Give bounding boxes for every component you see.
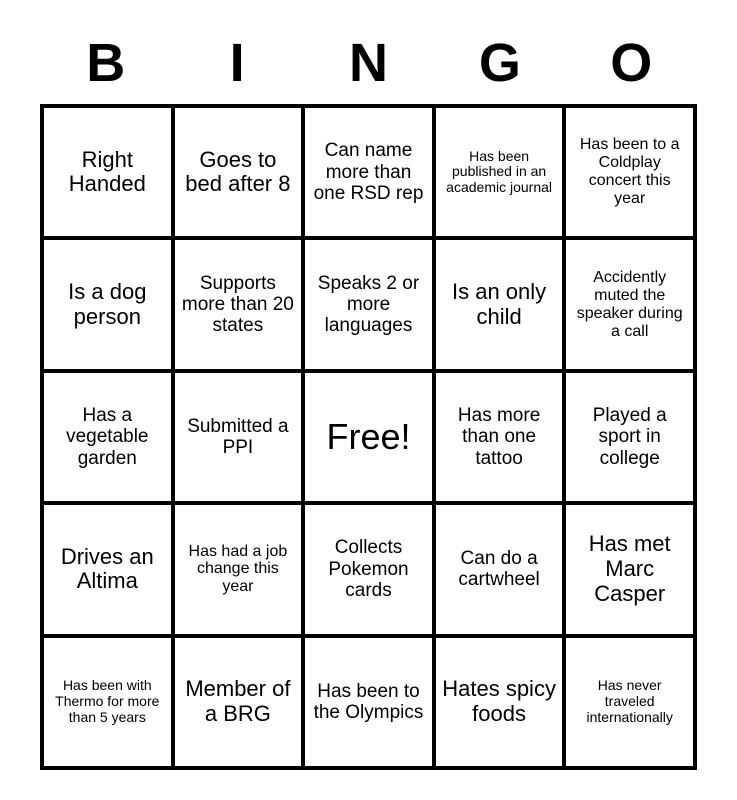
- bingo-cell[interactable]: [175, 638, 306, 770]
- bingo-cell-label: Speaks 2 or more languages: [317, 272, 420, 337]
- bingo-cell[interactable]: [436, 108, 567, 240]
- bingo-header: [40, 22, 697, 104]
- bingo-cell-label: Member of a BRG: [185, 676, 291, 726]
- bingo-cell[interactable]: [175, 373, 306, 505]
- bingo-cell-label: Can name more than one RSD rep: [313, 140, 424, 204]
- bingo-cell-label: Accidently muted the speaker during a call: [576, 268, 683, 340]
- bingo-cell-label: Right Handed: [68, 146, 146, 197]
- bingo-cell[interactable]: [566, 638, 697, 770]
- bingo-cell[interactable]: [175, 505, 306, 637]
- bingo-cell-label: Free!: [326, 415, 411, 457]
- header-letter-n: N: [348, 33, 388, 93]
- bingo-cell[interactable]: [305, 505, 436, 637]
- bingo-cell[interactable]: [175, 240, 306, 372]
- bingo-cell[interactable]: [44, 373, 175, 505]
- bingo-cell-free[interactable]: [305, 373, 436, 505]
- bingo-cell-label: Has been to the Olympics: [313, 680, 424, 723]
- bingo-cell-label: Has more than one tattoo: [457, 405, 541, 469]
- bingo-cell[interactable]: [566, 108, 697, 240]
- header-letter-o: O: [610, 33, 653, 93]
- bingo-cell[interactable]: [566, 373, 697, 505]
- bingo-cell-label: Has been published in an academic journal: [446, 147, 553, 196]
- bingo-cell[interactable]: [44, 108, 175, 240]
- bingo-cell[interactable]: [175, 108, 306, 240]
- bingo-cell[interactable]: [305, 240, 436, 372]
- bingo-cell[interactable]: [44, 638, 175, 770]
- bingo-cell-label: Is a dog person: [68, 278, 147, 329]
- bingo-cell[interactable]: [566, 240, 697, 372]
- header-letter-b: B: [86, 33, 126, 93]
- bingo-cell-label: Has never traveled internationally: [586, 677, 673, 725]
- bingo-cell[interactable]: [44, 505, 175, 637]
- bingo-cell-label: Is an only child: [452, 278, 547, 329]
- bingo-cell[interactable]: [44, 240, 175, 372]
- bingo-cell[interactable]: [436, 505, 567, 637]
- bingo-cell[interactable]: [436, 240, 567, 372]
- bingo-cell-label: Has been with Thermo for more than 5 years: [55, 677, 160, 725]
- bingo-cell[interactable]: [305, 108, 436, 240]
- bingo-cell-label: Has met Marc Casper: [588, 531, 671, 606]
- bingo-cell[interactable]: [566, 505, 697, 637]
- bingo-cell[interactable]: [436, 373, 567, 505]
- bingo-cell-label: Has a vegetable garden: [66, 405, 149, 469]
- bingo-cell-label: Played a sport in college: [592, 405, 667, 469]
- bingo-cell-label: Has had a job change this year: [188, 542, 288, 596]
- bingo-cell[interactable]: [436, 638, 567, 770]
- bingo-grid: [40, 104, 697, 770]
- bingo-cell-label: Supports more than 20 states: [181, 272, 294, 337]
- bingo-cell-label: Can do a cartwheel: [458, 548, 540, 591]
- bingo-cell-label: Hates spicy foods: [442, 676, 556, 726]
- bingo-cell-label: Goes to bed after 8: [185, 146, 291, 197]
- bingo-cell[interactable]: [305, 638, 436, 770]
- bingo-cell-label: Collects Pokemon cards: [328, 537, 409, 602]
- bingo-cell-label: Drives an Altima: [60, 543, 154, 594]
- header-letter-i: I: [229, 33, 245, 93]
- header-letter-g: G: [478, 33, 521, 93]
- bingo-cell-label: Submitted a PPI: [187, 415, 289, 458]
- bingo-cell-label: Has been to a Coldplay concert this year: [579, 136, 680, 208]
